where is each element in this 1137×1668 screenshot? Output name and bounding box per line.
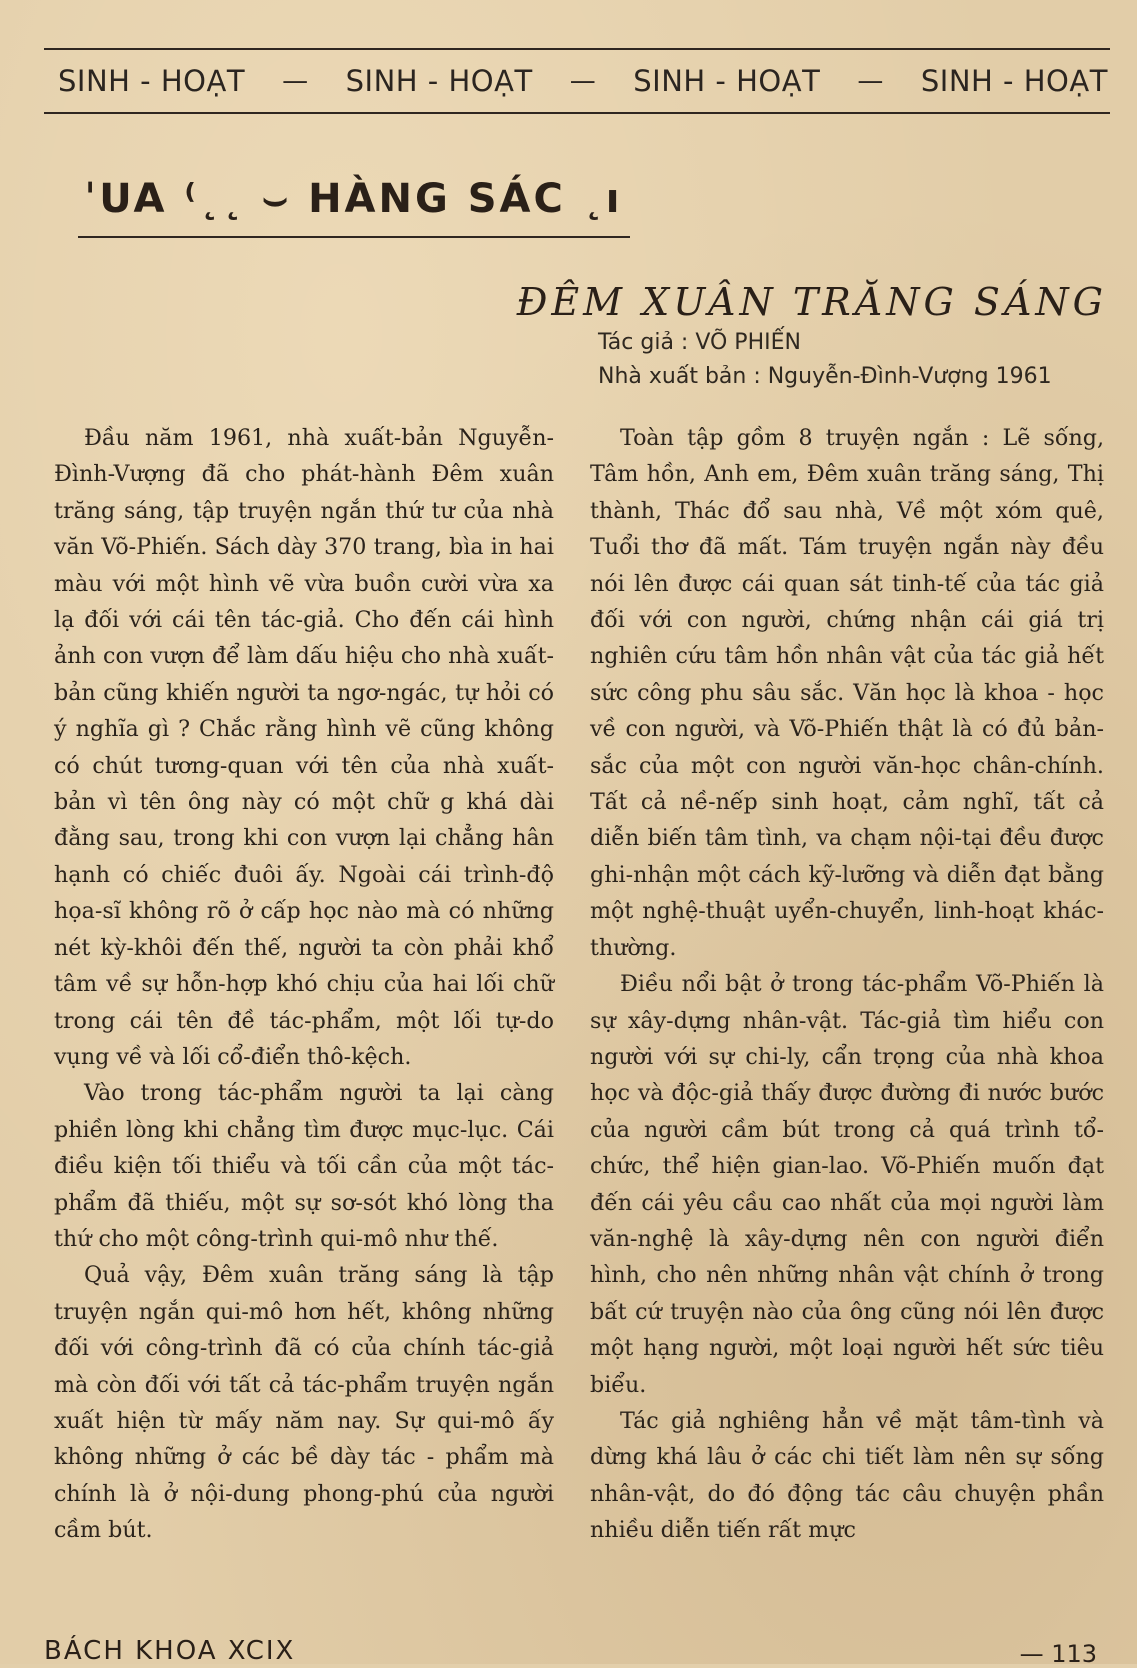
header-top-rule — [44, 48, 1110, 50]
book-title: ĐÊM XUÂN TRĂNG SÁNG — [516, 280, 1107, 324]
paragraph: Quả vậy, Đêm xuân trăng sáng là tập truyện ngắn qui-mô hơn hết, không những đối với công-trình đã có của chính tác-giả mà còn đối với tất cả tác-phẩm truyện ngắn xuất hiện từ mấy năm nay. Sự qui-mô ấy không những ở các bề dày tác - phẩm mà chính là ở nội-dung phong-phú của người cầm bút. — [54, 1262, 554, 1544]
header-item: SINH - HOẠT — [58, 64, 246, 98]
page-number: — 113 — [1019, 1640, 1097, 1668]
section-title: ˈUA ⁽˛˛ ⌣ HÀNG SÁC ˛ı — [84, 176, 623, 222]
footer-publication: BÁCH KHOA XCIX — [44, 1636, 296, 1666]
paragraph: Toàn tập gồm 8 truyện ngắn : Lẽ sống, Tâm hồn, Anh em, Đêm xuân trăng sáng, Thị thành, Thác đổ sau nhà, Về một xóm quê, Tuổi thơ đã mất. Tám truyện ngắn này đều nói lên được cái quan sát tinh-tế của tác giả đối với con người, chứng nhận cái giá trị nghiên cứu tâm hồn nhân vật của tác giả hết sức công phu sâu sắc. Văn học là khoa - học về con người, và Võ-Phiến thật là có đủ bản-sắc của một con người văn-học chân-chính. Tất cả nề-nếp sinh hoạt, cảm nghĩ, tất cả diễn biến tâm tình, va chạm nội-tại đều được ghi-nhận một cách kỹ-lưỡng và diễn đạt bằng một nghệ-thuật uyển-chuyển, linh-hoạt khác-thường. — [590, 425, 1104, 961]
header-bottom-rule — [44, 112, 1110, 114]
header-separator: — — [282, 66, 309, 96]
paragraph: Vào trong tác-phẩm người ta lại càng phiền lòng khi chẳng tìm được mục-lục. Cái điều kiện tối thiểu và tối cần của một tác-phẩm đã thiếu, một sự sơ-sót khó lòng tha thứ cho một công-trình qui-mô như thế. — [54, 1080, 554, 1252]
paragraph: Tác giả nghiêng hẳn về mặt tâm-tình và dừng khá lâu ở các chi tiết làm nên sự sống nhân-vật, do đó động tác câu chuyện phần nhiều diễn tiến rất mực — [590, 1407, 1104, 1544]
paragraph: Đầu năm 1961, nhà xuất-bản Nguyễn-Đình-Vượng đã cho phát-hành Đêm xuân trăng sáng, tập truyện ngắn thứ tư của nhà văn Võ-Phiến. Sách dày 370 trang, bìa in hai màu với một hình vẽ vừa buồn cười vừa xa lạ đối với cái tên tác-giả. Cho đến cái hình ảnh con vượn để làm dấu hiệu cho nhà xuất-bản cũng khiến người ta ngơ-ngác, tự hỏi có ý nghĩa gì ? Chắc rằng hình vẽ cũng không có chút tương-quan với tên của nhà xuất-bản vì tên ông này có một chữ g khá dài đằng sau, trong khi con vượn lại chẳng hân hạnh có chiếc đuôi ấy. Ngoài cái trình-độ họa-sĩ không rõ ở cấp học nào mà có những nét kỳ-khôi đến thế, người ta còn phải khổ tâm về sự hỗn-hợp khó chịu của hai lối chữ trong cái tên đề tác-phẩm, một lối tự-do vụng về và lối cổ-điển thô-kệch. — [54, 425, 554, 1070]
header-item: SINH - HOẠT — [633, 64, 821, 98]
article-left-column — [54, 420, 554, 1549]
header-banner — [58, 56, 1108, 106]
header-separator: — — [857, 66, 884, 96]
paragraph: Điều nổi bật ở trong tác-phẩm Võ-Phiến là sự xây-dựng nhân-vật. Tác-giả tìm hiểu con người với sự chi-ly, cẩn trọng của nhà khoa học và độc-giả thấy được đường đi nước bước của người cầm bút trong cả quá trình tổ-chức, thể hiện gian-lao. Võ-Phiến muốn đạt đến cái yêu cầu cao nhất của mọi người làm văn-nghệ là xây-dựng nên con người điển hình, cho nên những nhân vật chính ở trong bất cứ truyện nào của ông cũng nói lên được một hạng người, một loại người hết sức tiêu biểu. — [590, 971, 1104, 1398]
header-item: SINH - HOẠT — [920, 64, 1108, 98]
header-item: SINH - HOẠT — [345, 64, 533, 98]
book-publisher: Nhà xuất bản : Nguyễn-Đình-Vượng 1961 — [598, 364, 1052, 389]
header-separator: — — [569, 66, 597, 96]
article-right-column — [590, 420, 1104, 1549]
section-title-underline — [78, 236, 630, 238]
book-author: Tác giả : VÕ PHIẾN — [598, 330, 801, 355]
